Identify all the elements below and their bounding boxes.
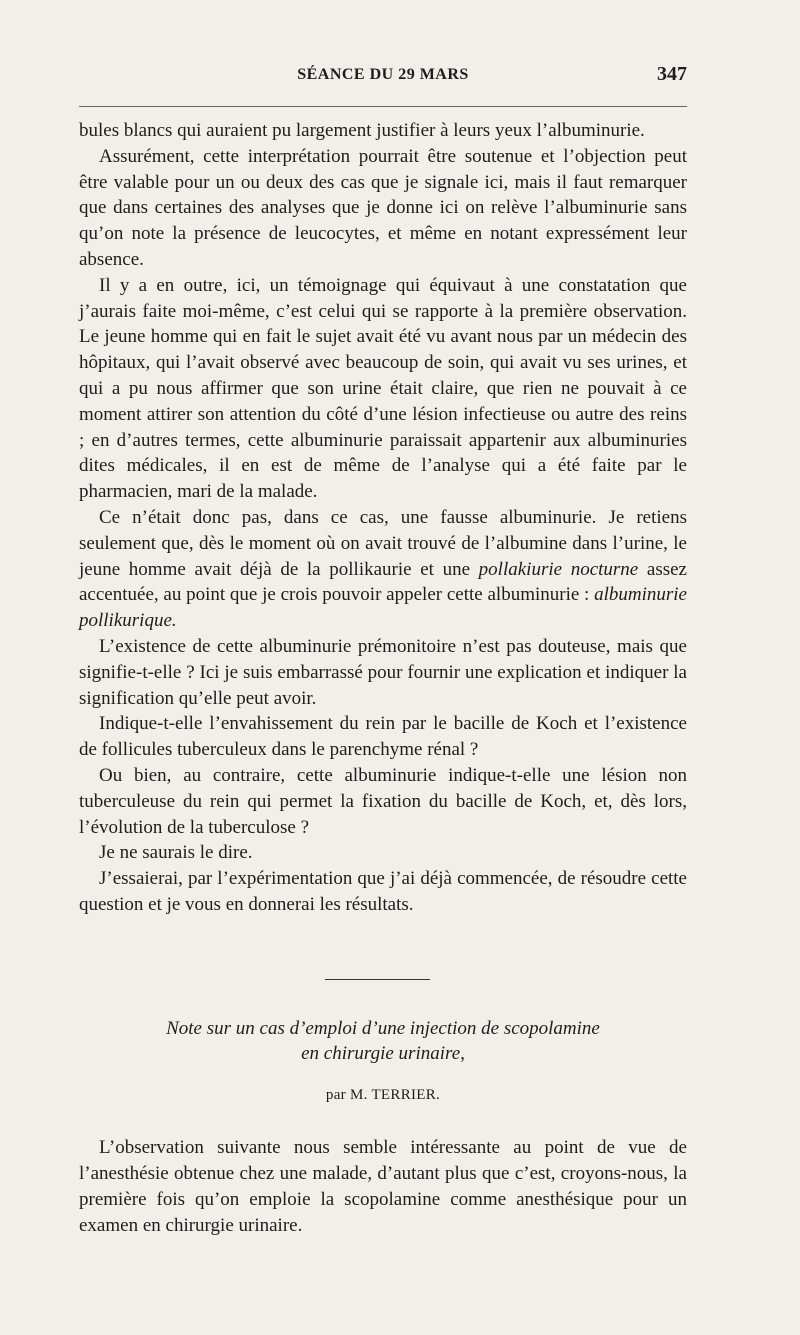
italic-term: albuminurie pollikurique. [79, 584, 687, 632]
note-body [79, 1135, 687, 1239]
note-title-line: en chirurgie urinaire, [301, 1043, 465, 1064]
running-head-title: SÉANCE DU 29 MARS [297, 66, 469, 83]
paragraph: Indique-t-elle l’envahissement du rein par le bacille de Koch et l’existence de follicules tuberculeux dans le parenchyme rénal ? [79, 713, 687, 761]
note-title [79, 1016, 687, 1066]
paragraph: Il y a en outre, ici, un témoignage qui équivaut à une constatation que j’aurais faite moi-même, c’est celui qui se rapporte à la première observation. Le jeune homme qui en fait le sujet avait été vu avant nous par un médecin des hôpitaux, qui l’avait observé avec beaucoup de soin, qui avait vu ses urines, et qui a pu nous affirmer que son urine était claire, que rien ne pouvait à ce moment attirer son attention du côté d’une lésion infectieuse ou autre des reins ; en d’autres termes, cette albuminurie paraissait appartenir aux albuminuries dites médicales, il en est de même de l’analyse qui a été faite par le pharmacien, mari de la malade. [79, 274, 687, 503]
paragraph: L’observation suivante nous semble intéressante au point de vue de l’anesthésie obtenue chez une malade, d’autant plus que c’est, croyons-nous, la première fois qu’on emploie la scopolamine comme anesthésique pour un examen en chirurgie urinaire. [79, 1137, 687, 1236]
paragraph [79, 505, 687, 634]
running-head [79, 60, 687, 88]
paragraph: Je ne saurais le dire. [99, 842, 253, 864]
paragraph: L’existence de cette albuminurie prémonitoire n’est pas douteuse, mais que signifie-t-elle ? Ici je suis embarrassé pour fournir une explication et indiquer la signification qu’elle peut avoir. [79, 635, 687, 709]
paragraph: Ou bien, au contraire, cette albuminurie indique-t-elle une lésion non tuberculeuse du rein qui permet la fixation du bacille de Koch, et, dès lors, l’évolution de la tuberculose ? [79, 764, 687, 838]
note-title-line: Note sur un cas d’emploi d’une injection de scopolamine [166, 1018, 600, 1039]
paragraph-text: Ce n’était donc pas, dans ce cas, une fausse albuminurie. Je retiens seulement que, dès le moment où on avait trouvé de l’albumine dans l’urine, le jeune homme avait déjà de la pollikaurie et une [79, 506, 687, 580]
italic-term: pollakiurie nocturne [478, 558, 639, 580]
paragraph: Assurément, cette interprétation pourrait être soutenue et l’objection peut être valable pour un ou deux des cas que je signale ici, mais il faut remarquer que dans certaines des analyses que je donne ici on relève l’albuminurie sans qu’on note la présence de leucocytes, et même en notant expressément leur absence. [79, 145, 687, 270]
page-number: 347 [657, 63, 687, 85]
paragraph: bules blancs qui auraient pu largement justifier à leurs yeux l’albuminurie. [79, 120, 645, 141]
body-text [79, 118, 687, 918]
header-rule [79, 106, 687, 107]
paragraph: J’essaierai, par l’expérimentation que j’ai déjà commencée, de résoudre cette question et je vous en donnerai les résultats. [79, 868, 687, 915]
note-author: par M. TERRIER. [325, 1087, 441, 1103]
paragraph-text: assez accentuée, au point que je crois pouvoir appeler cette albuminurie : [79, 558, 687, 606]
section-separator [325, 979, 430, 980]
